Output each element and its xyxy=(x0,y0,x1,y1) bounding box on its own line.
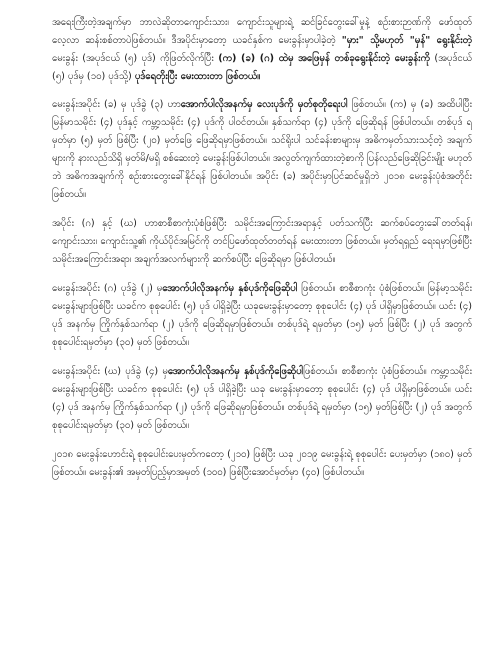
text-run: မေးခွန်းအပိုင်း (ဂ) ပုဒ်ခွဲ (၂) မှ xyxy=(52,283,163,294)
text-run: မေးခွန်းအပိုင်း (ခ) မှ ပုဒ်ခွဲ (၃) ဟာ xyxy=(52,99,181,110)
text-run: မေးခွန်းအပိုင်း (ဃ) ပုဒ်ခွဲ (၄) မှ xyxy=(52,366,168,377)
text-run: ဖြစ်တယ်။ စာစီစာကုံး ပုံစံဖြစ်တယ်။ ကမ္ဘာ့သမိုင်းမေးခွန်းများဖြစ်ပြီး ယခင်က စုစုပေါင်း (၅) ပုဒ် ပါရှိခဲ့ပြီး ယခု မေးခွန်းမှာတော့ စုစုပေါင်း (၄) ပုဒ် ပါရှိမှာဖြစ်တယ်။ ယင်း (၄) ပုဒ် အနက်မှ ကြိုက်နှစ်သက်ရာ (၂) ပုဒ်ကို ဖြေဆိုရမှာဖြစ်တယ်။ တစ်ပုဒ်ရဲ့ ရမှတ်မှာ (၁၅) မှတ်ဖြစ်ပြီး (၂) ပုဒ် အတွက် စုစုပေါင်းရမှတ်မှာ (၃၀) မှတ် ဖြစ်တယ်။ xyxy=(52,366,472,431)
highlighted-text-run: (က) (ခ) (ဂ) ထဲမှ အဖြေမှန် တစ်ခုရွေးနိုင်းတဲ့ မေးခွန်းကို xyxy=(218,53,430,64)
section-d-paragraph xyxy=(52,363,472,435)
text-run: ဖြစ်တယ်။ စာစီစာကုံး ပုံစံဖြစ်တယ်။ မြန်မာ့သမိုင်းမေးခွန်းများဖြစ်ပြီး ယခင်က စုစုပေါင်း (၅) ပုဒ် ပါရှိခဲ့ပြီး ယခုမေးခွန်းမှာတော့ စုစုပေါင်း (၄) ပုဒ် ပါရှိမှာဖြစ်တယ်။ ယင်း (၄) ပုဒ် အနက်မှ ကြိုက်နှစ်သက်ရာ (၂) ပုဒ်ကို ဖြေဆိုရမှာဖြစ်တယ်။ တစ်ပုဒ်ရဲ့ ရမှတ်မှာ (၁၅) မှတ် ဖြစ်ပြီး (၂) ပုဒ် အတွက် စုစုပေါင်းရမှတ်မှာ (၃၀) မှတ် ဖြစ်တယ်။ xyxy=(52,283,472,348)
exam-intro-paragraph xyxy=(52,14,472,86)
text-run: အရေးကြီးတဲ့အချက်မှာ ဘာလဲဆိုတာကျောင်းသား၊ ကျောင်းသူများရဲ့ ဆင်ခြင်တွေးခေါ်မှုနဲ့ စဉ်းစားဉာဏ်ကို ဖော်ထုတ်လေ့လာ ဆန်းစစ်တာပဲဖြစ်တယ်။ ဒီအပိုင်းမှာတော့ ယခင်နှစ်က မေးခွန်းမှာပါခဲ့တဲ့ xyxy=(52,17,472,46)
text-run: အပိုင်း (ဂ) နှင့် (ဃ) ဟာစာစီစာကုံးပုံစံဖြစ်ပြီး သမိုင်းအကြောင်းအရာနှင့် ပတ်သက်ပြီး ဆက်စပ်တွေးခေါ်တတ်ရန်၊ ကျောင်းသား၊ ကျောင်းသူ့၏ ကိုယ်ပိုင်အမြင်ကို တင်ပြဖော်ထုတ်တတ်ရန် မေးထားတာ ဖြစ်တယ်။ မှတ်ရရှည် ရေးရမှာဖြစ်ပြီး သမိုင်းအကြောင်းအရာ၊ အချက်အလက်များကို ဆက်စပ်ပြီး ဖြေဆိုရမှာ ဖြစ်ပါတယ်။ xyxy=(52,218,472,265)
highlighted-text-run: အောက်ပါလိုအနက်မှ နှစ်ပုဒ်ကိုဖြေဆိုပါ xyxy=(162,283,298,294)
text-run: ၂၀၁၈ မေးခွန်းဟောင်းရဲ့ စုစုပေါင်းပေးမှတ်ကတော့ (၂၁၀) ဖြစ်ပြီး ယခု ၂၀၁၉ မေးခွန်းရဲ့ စုစုပေါင်း ပေးမှတ်မှာ (၁၈၀) မှတ် ဖြစ်တယ်။ မေးခွန်း၏ အမှတ်ပြည့်မှာအမှတ် (၁၀၀) ဖြစ်ပြီးအောင်မှတ်မှာ (၄၀) ဖြစ်ပါတယ်။ xyxy=(52,449,472,478)
section-b-paragraph xyxy=(52,96,472,204)
text-run: မေးခွန်း (အပုဒ်ငယ် (၅) ပုဒ်) ကိုဖြတ်လိုက်ပြီး xyxy=(52,53,219,64)
highlighted-text-run: အောက်ပါလိုအနက်မှ နှစ်ပုဒ်ကိုဖြေဆိုပါ xyxy=(167,366,304,377)
section-c-d-paragraph xyxy=(52,215,472,269)
section-c-paragraph xyxy=(52,280,472,352)
total-marks-paragraph xyxy=(52,446,472,482)
text-run: (အပုဒ်ငယ် (၅) ပုဒ်မှ (၁၀) ပုဒ်သို့) xyxy=(52,53,472,82)
highlighted-text-run: အောက်ပါလိုအနက်မှ လေးပုဒ်ကို မှတ်စုတိုရေးပါ xyxy=(180,99,348,110)
highlighted-text-run: "မှား" သို့မဟုတ် "မှန်" ရွေးနိုင်းတဲ့ xyxy=(341,35,472,46)
text-run: ဖြစ်တယ်။ (က) မှ (ခ) အထိပါပြီးမြန်မာသမိုင်း (၄) ပုဒ်နှင့် ကမ္ဘာ့သမိုင်း (၄) ပုဒ်ကို ပါဝင်တယ်။ နှစ်သက်ရာ (၄) ပုဒ်ကို ဖြေဆိုရန် ဖြစ်ပါတယ်။ တစ်ပုဒ် ရမှတ်မှာ (၅) မှတ် ဖြစ်ပြီး (၂၀) မှတ်ဖြေ ဖြေဆိုရမှာဖြစ်တယ်။ သင်ရိုးပါ သင်ခန်းစာများမှ အဓိကမှတ်သားသင့်တဲ့ အချက်များကို နားလည်သိရှိ မှတ်မိ/မရှိ စစ်ဆေးတဲ့ မေးခွန်းဖြစ်ပါတယ်။ အလွတ်ကျက်ထားတဲ့စာကို ပြန်လည်ဖြေဆိုခြင်းမျိုး မဟုတ်ဘဲ အဓိကအချက်ကို စဉ်းစားတွေးခေါ်နိုင်ရန် ဖြစ်ပါတယ်။ အပိုင်း (ခ) အပိုင်းမှာပြင်ဆင်မှုရှိဘဲ ၂၀၁၈ မေးခွန်းပုံစံအတိုင်း ဖြစ်တယ်။ xyxy=(52,99,472,200)
highlighted-text-run: ပုဒ်ရေတိုးပြီး မေးထားတာ ဖြစ်တယ်။ xyxy=(134,71,261,82)
